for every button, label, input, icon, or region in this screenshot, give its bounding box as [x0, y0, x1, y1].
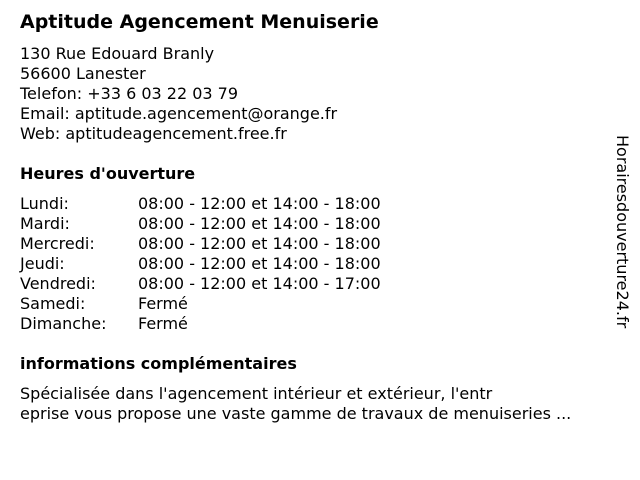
hours-row-mardi — [20, 214, 381, 234]
hours-table — [20, 194, 381, 334]
description-line: eprise vous propose une vaste gamme de travaux de menuiseries ... — [20, 404, 572, 423]
day-label: Samedi: — [20, 294, 86, 313]
hours-row-vendredi — [20, 274, 381, 294]
hours-row-mercredi — [20, 234, 381, 254]
day-label: Mardi: — [20, 214, 70, 233]
day-label: Vendredi: — [20, 274, 96, 293]
address-street: 130 Rue Edouard Branly — [20, 44, 215, 63]
day-label: Dimanche: — [20, 314, 107, 333]
day-hours: 08:00 - 12:00 et 14:00 - 18:00 — [138, 234, 381, 253]
hours-heading: Heures d'ouverture — [20, 164, 196, 183]
website-text: Web: aptitudeagencement.free.fr — [20, 124, 287, 143]
email-text: Email: aptitude.agencement@orange.fr — [20, 104, 338, 123]
site-watermark: Horairesdouverture24.fr — [613, 135, 632, 329]
day-hours: 08:00 - 12:00 et 14:00 - 18:00 — [138, 194, 381, 213]
description-line: Spécialisée dans l'agencement intérieur et extérieur, l'entr — [20, 384, 493, 403]
hours-row-jeudi — [20, 254, 381, 274]
day-hours: 08:00 - 12:00 et 14:00 - 18:00 — [138, 254, 381, 273]
day-label: Lundi: — [20, 194, 69, 213]
phone-text: Telefon: +33 6 03 22 03 79 — [20, 84, 239, 103]
description-text — [20, 384, 571, 424]
contact-block — [20, 44, 337, 144]
day-hours: Fermé — [138, 314, 188, 333]
day-label: Jeudi: — [20, 254, 65, 273]
day-hours: Fermé — [138, 294, 188, 313]
hours-row-lundi — [20, 194, 381, 214]
day-hours: 08:00 - 12:00 et 14:00 - 17:00 — [138, 274, 381, 293]
hours-row-dimanche — [20, 314, 381, 334]
info-heading: informations complémentaires — [20, 354, 297, 373]
address-city: 56600 Lanester — [20, 64, 146, 83]
day-label: Mercredi: — [20, 234, 95, 253]
hours-row-samedi — [20, 294, 381, 314]
day-hours: 08:00 - 12:00 et 14:00 - 18:00 — [138, 214, 381, 233]
business-name: Aptitude Agencement Menuiserie — [20, 11, 379, 33]
